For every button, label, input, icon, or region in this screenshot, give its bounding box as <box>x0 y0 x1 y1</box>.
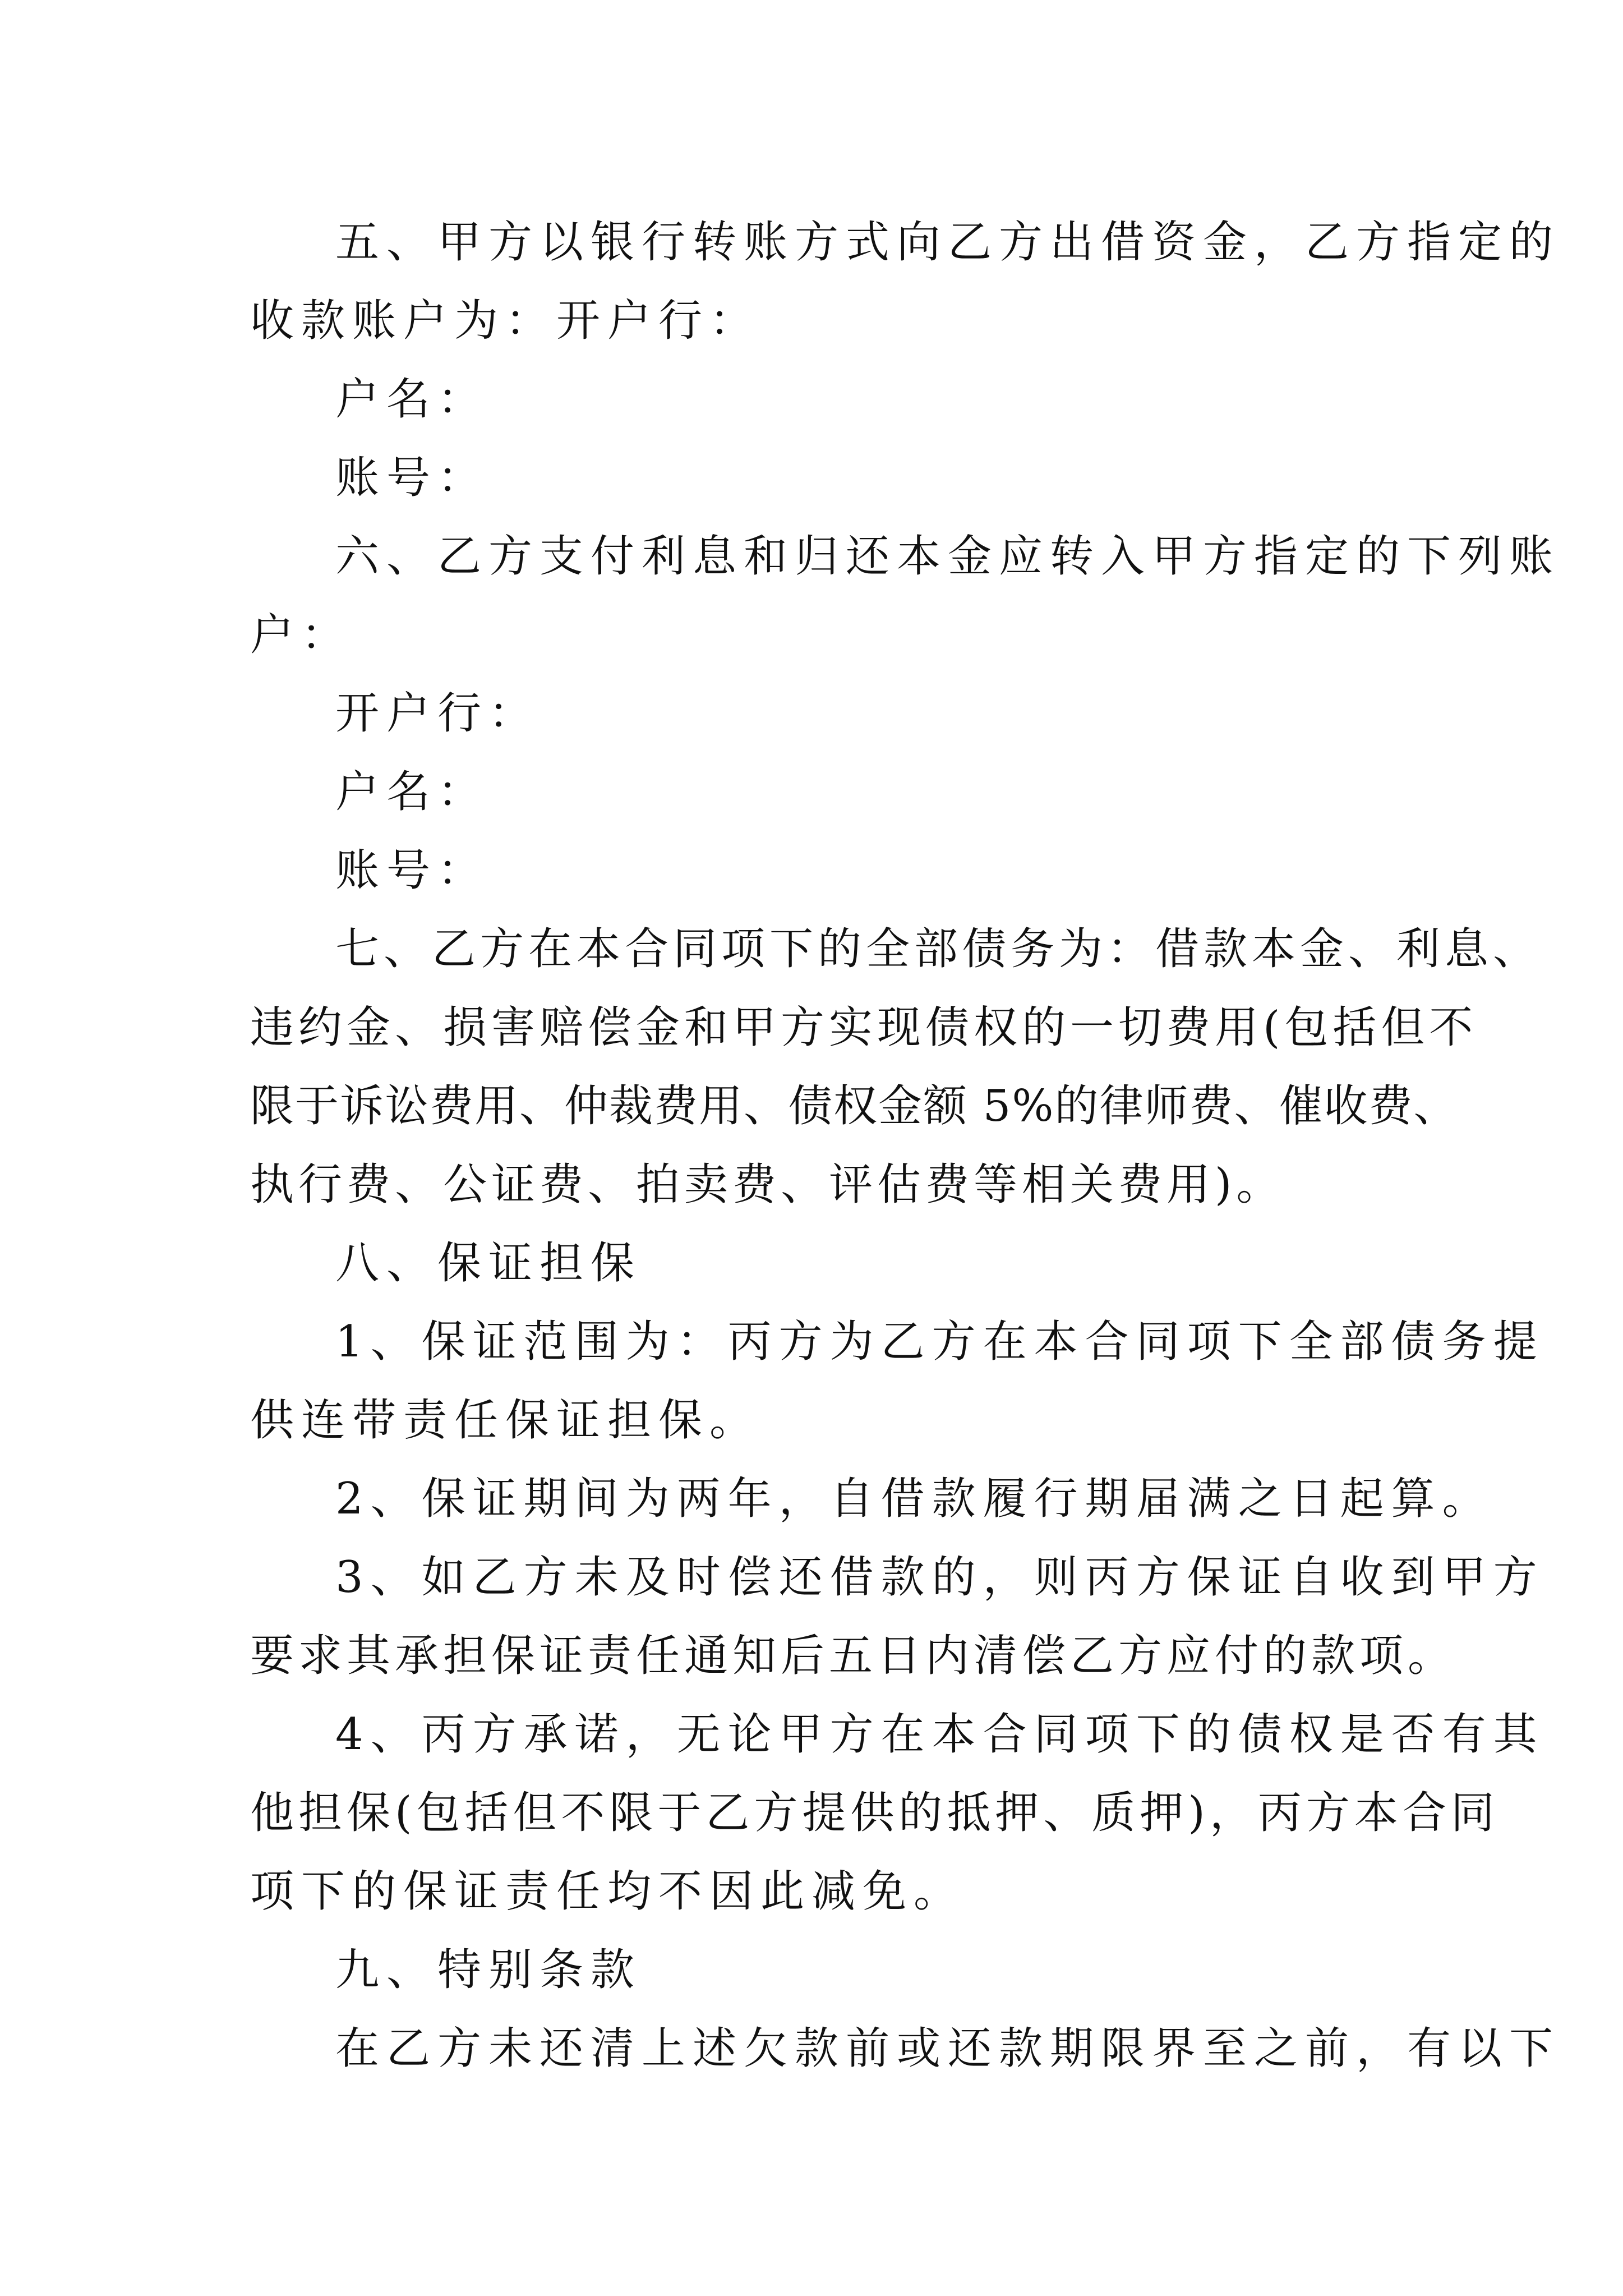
paragraph-line: 收款账户为：开户行： <box>250 296 761 346</box>
paragraph-line: 项下的保证责任均不因此减免。 <box>250 1866 965 1917</box>
paragraph-line: 执行费、公证费、拍卖费、评估费等相关费用)。 <box>250 1159 1285 1210</box>
paragraph-line: 户： <box>250 610 353 660</box>
paragraph-line: 违约金、损害赔偿金和甲方实现债权的一切费用(包括但不 <box>250 1002 1478 1053</box>
paragraph-line: 七、乙方在本合同项下的全部债务为：借款本金、利息、 <box>335 924 1542 974</box>
paragraph-line: 账号： <box>335 453 489 503</box>
paragraph-line: 4、丙方承诺，无论甲方在本合同项下的债权是否有其 <box>335 1709 1544 1760</box>
section-heading: 九、特别条款 <box>335 1945 642 1995</box>
paragraph-line: 要求其承担保证责任通知后五日内清偿乙方应付的款项。 <box>250 1631 1456 1681</box>
paragraph-line: 2、保证期间为两年，自借款履行期届满之日起算。 <box>335 1474 1493 1524</box>
paragraph-line: 他担保(包括但不限于乙方提供的抵押、质押)，丙方本合同 <box>250 1788 1499 1838</box>
paragraph-line: 限于诉讼费用、仲裁费用、债权金额 5%的律师费、催收费、 <box>250 1081 1459 1131</box>
paragraph-line: 账号： <box>335 845 489 896</box>
paragraph-line: 1、保证范围为：丙方为乙方在本合同项下全部债务提 <box>335 1317 1544 1367</box>
paragraph-line: 五、甲方以银行转账方式向乙方出借资金，乙方指定的 <box>335 217 1561 268</box>
section-heading: 八、保证担保 <box>335 1238 642 1289</box>
paragraph-line: 开户行： <box>335 688 540 739</box>
paragraph-line: 在乙方未还清上述欠款前或还款期限界至之前，有以下 <box>335 2023 1561 2074</box>
paragraph-line: 3、如乙方未及时偿还借款的，则丙方保证自收到甲方 <box>335 1552 1544 1603</box>
paragraph-line: 六、乙方支付利息和归还本金应转入甲方指定的下列账 <box>335 531 1561 582</box>
paragraph-line: 户名： <box>335 767 489 817</box>
paragraph-line: 户名： <box>335 374 489 425</box>
paragraph-line: 供连带责任保证担保。 <box>250 1395 761 1446</box>
